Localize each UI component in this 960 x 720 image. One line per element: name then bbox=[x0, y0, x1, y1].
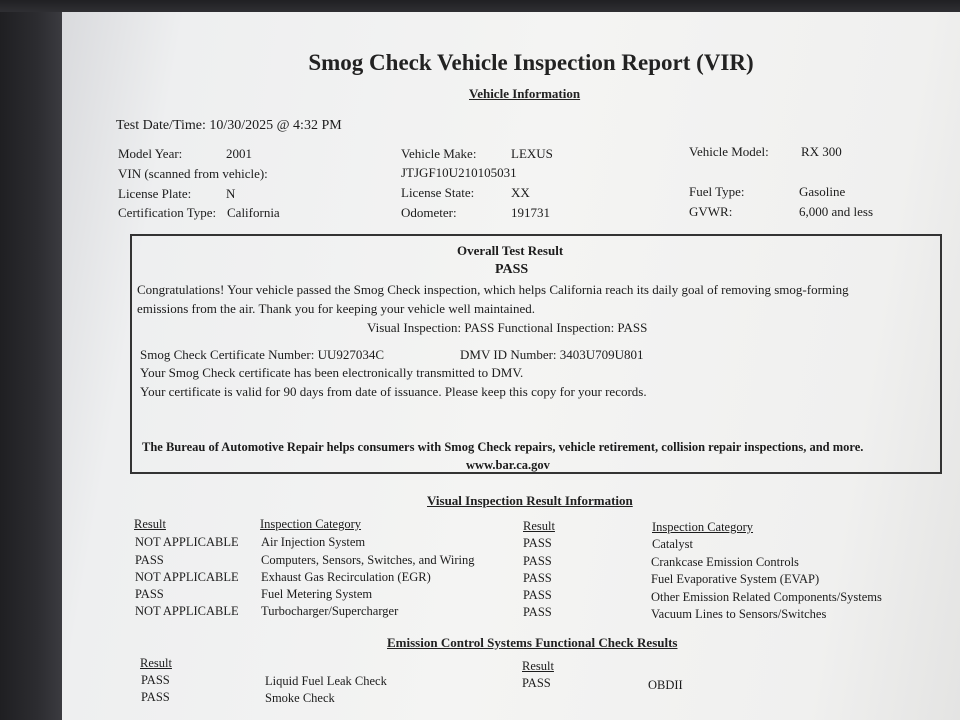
overall-result-heading: Overall Test Result bbox=[457, 243, 564, 258]
license-plate-label: License Plate: bbox=[118, 186, 192, 201]
visual-left-category-header: Inspection Category bbox=[260, 517, 362, 531]
bar-url: www.bar.ca.gov bbox=[466, 458, 550, 472]
functional-left-check-1: Liquid Fuel Leak Check bbox=[265, 674, 387, 688]
congrats-message-line1: Congratulations! Your vehicle passed the Smog Check inspection, which helps California reach its daily goal of removing smog-forming bbox=[137, 282, 849, 297]
inspection-summary: Visual Inspection: PASS Functional Inspection: PASS bbox=[367, 320, 648, 335]
vin-value: JTJGF10U210105031 bbox=[401, 165, 517, 180]
functional-left-result-header: Result bbox=[140, 656, 172, 670]
license-state-value: XX bbox=[511, 185, 530, 200]
functional-left-result-2: PASS bbox=[141, 690, 170, 704]
bar-notice: The Bureau of Automotive Repair helps consumers with Smog Check repairs, vehicle retirement, collision repair inspections, and more. bbox=[142, 440, 864, 454]
functional-left-result-1: PASS bbox=[141, 673, 170, 687]
visual-left-result-5: NOT APPLICABLE bbox=[135, 604, 239, 618]
license-state-label: License State: bbox=[401, 185, 475, 200]
functional-right-result-header: Result bbox=[522, 659, 554, 673]
visual-left-category-4: Fuel Metering System bbox=[261, 587, 373, 601]
fuel-type-value: Gasoline bbox=[799, 184, 846, 199]
visual-left-result-1: NOT APPLICABLE bbox=[135, 535, 239, 549]
overall-result-value: PASS bbox=[495, 262, 529, 277]
visual-right-result-5: PASS bbox=[523, 605, 552, 619]
monitor-bezel-left bbox=[0, 0, 62, 720]
visual-right-result-3: PASS bbox=[523, 571, 552, 585]
license-plate-value: N bbox=[226, 186, 236, 201]
functional-right-result-1: PASS bbox=[522, 676, 551, 690]
vehicle-make-label: Vehicle Make: bbox=[401, 146, 477, 161]
model-year-value: 2001 bbox=[226, 146, 252, 161]
report-title: Smog Check Vehicle Inspection Report (VIR) bbox=[308, 50, 754, 75]
visual-right-category-4: Other Emission Related Components/Systems bbox=[651, 590, 882, 604]
visual-right-result-1: PASS bbox=[523, 536, 552, 550]
dmv-id-number: DMV ID Number: 3403U709U801 bbox=[460, 347, 644, 362]
odometer-value: 191731 bbox=[511, 205, 550, 220]
fuel-type-label: Fuel Type: bbox=[689, 184, 745, 199]
gvwr-value: 6,000 and less bbox=[799, 204, 874, 219]
visual-left-result-header: Result bbox=[134, 517, 166, 531]
vehicle-model-label: Vehicle Model: bbox=[689, 144, 769, 159]
certification-type-label: Certification Type: bbox=[118, 205, 217, 220]
visual-right-category-3: Fuel Evaporative System (EVAP) bbox=[651, 572, 820, 586]
visual-left-result-2: PASS bbox=[135, 553, 164, 567]
visual-right-category-5: Vacuum Lines to Sensors/Switches bbox=[651, 607, 827, 621]
monitor-bezel-top bbox=[0, 0, 960, 12]
vehicle-info-heading: Vehicle Information bbox=[469, 86, 581, 101]
visual-right-category-1: Catalyst bbox=[652, 537, 693, 551]
visual-inspection-heading: Visual Inspection Result Information bbox=[427, 493, 633, 508]
visual-left-category-1: Air Injection System bbox=[261, 535, 366, 549]
visual-left-result-3: NOT APPLICABLE bbox=[135, 570, 239, 584]
visual-right-category-header: Inspection Category bbox=[652, 520, 754, 534]
certificate-number: Smog Check Certificate Number: UU927034C bbox=[140, 347, 385, 362]
transmitted-notice: Your Smog Check certificate has been electronically transmitted to DMV. bbox=[140, 365, 524, 380]
visual-left-category-3: Exhaust Gas Recirculation (EGR) bbox=[261, 570, 431, 584]
functional-right-check-1: OBDII bbox=[648, 678, 683, 692]
odometer-label: Odometer: bbox=[401, 205, 457, 220]
vehicle-make-value: LEXUS bbox=[511, 146, 553, 161]
visual-left-category-5: Turbocharger/Supercharger bbox=[261, 604, 399, 618]
visual-left-category-2: Computers, Sensors, Switches, and Wiring bbox=[261, 553, 475, 567]
visual-right-result-header: Result bbox=[523, 519, 555, 533]
visual-right-result-2: PASS bbox=[523, 554, 552, 568]
congrats-message-line2: emissions from the air. Thank you for keeping your vehicle well maintained. bbox=[137, 301, 535, 316]
validity-notice: Your certificate is valid for 90 days from date of issuance. Please keep this copy for your records. bbox=[140, 384, 647, 399]
report-document bbox=[62, 12, 960, 720]
visual-right-result-4: PASS bbox=[523, 588, 552, 602]
gvwr-label: GVWR: bbox=[689, 204, 733, 219]
visual-right-category-2: Crankcase Emission Controls bbox=[651, 555, 799, 569]
vin-label: VIN (scanned from vehicle): bbox=[118, 166, 268, 181]
test-datetime: Test Date/Time: 10/30/2025 @ 4:32 PM bbox=[116, 118, 342, 133]
functional-left-check-2: Smoke Check bbox=[265, 691, 335, 705]
functional-check-heading: Emission Control Systems Functional Check Results bbox=[387, 635, 678, 650]
visual-left-result-4: PASS bbox=[135, 587, 164, 601]
certification-type-value: California bbox=[227, 205, 280, 220]
vehicle-model-value: RX 300 bbox=[801, 144, 842, 159]
model-year-label: Model Year: bbox=[118, 146, 183, 161]
